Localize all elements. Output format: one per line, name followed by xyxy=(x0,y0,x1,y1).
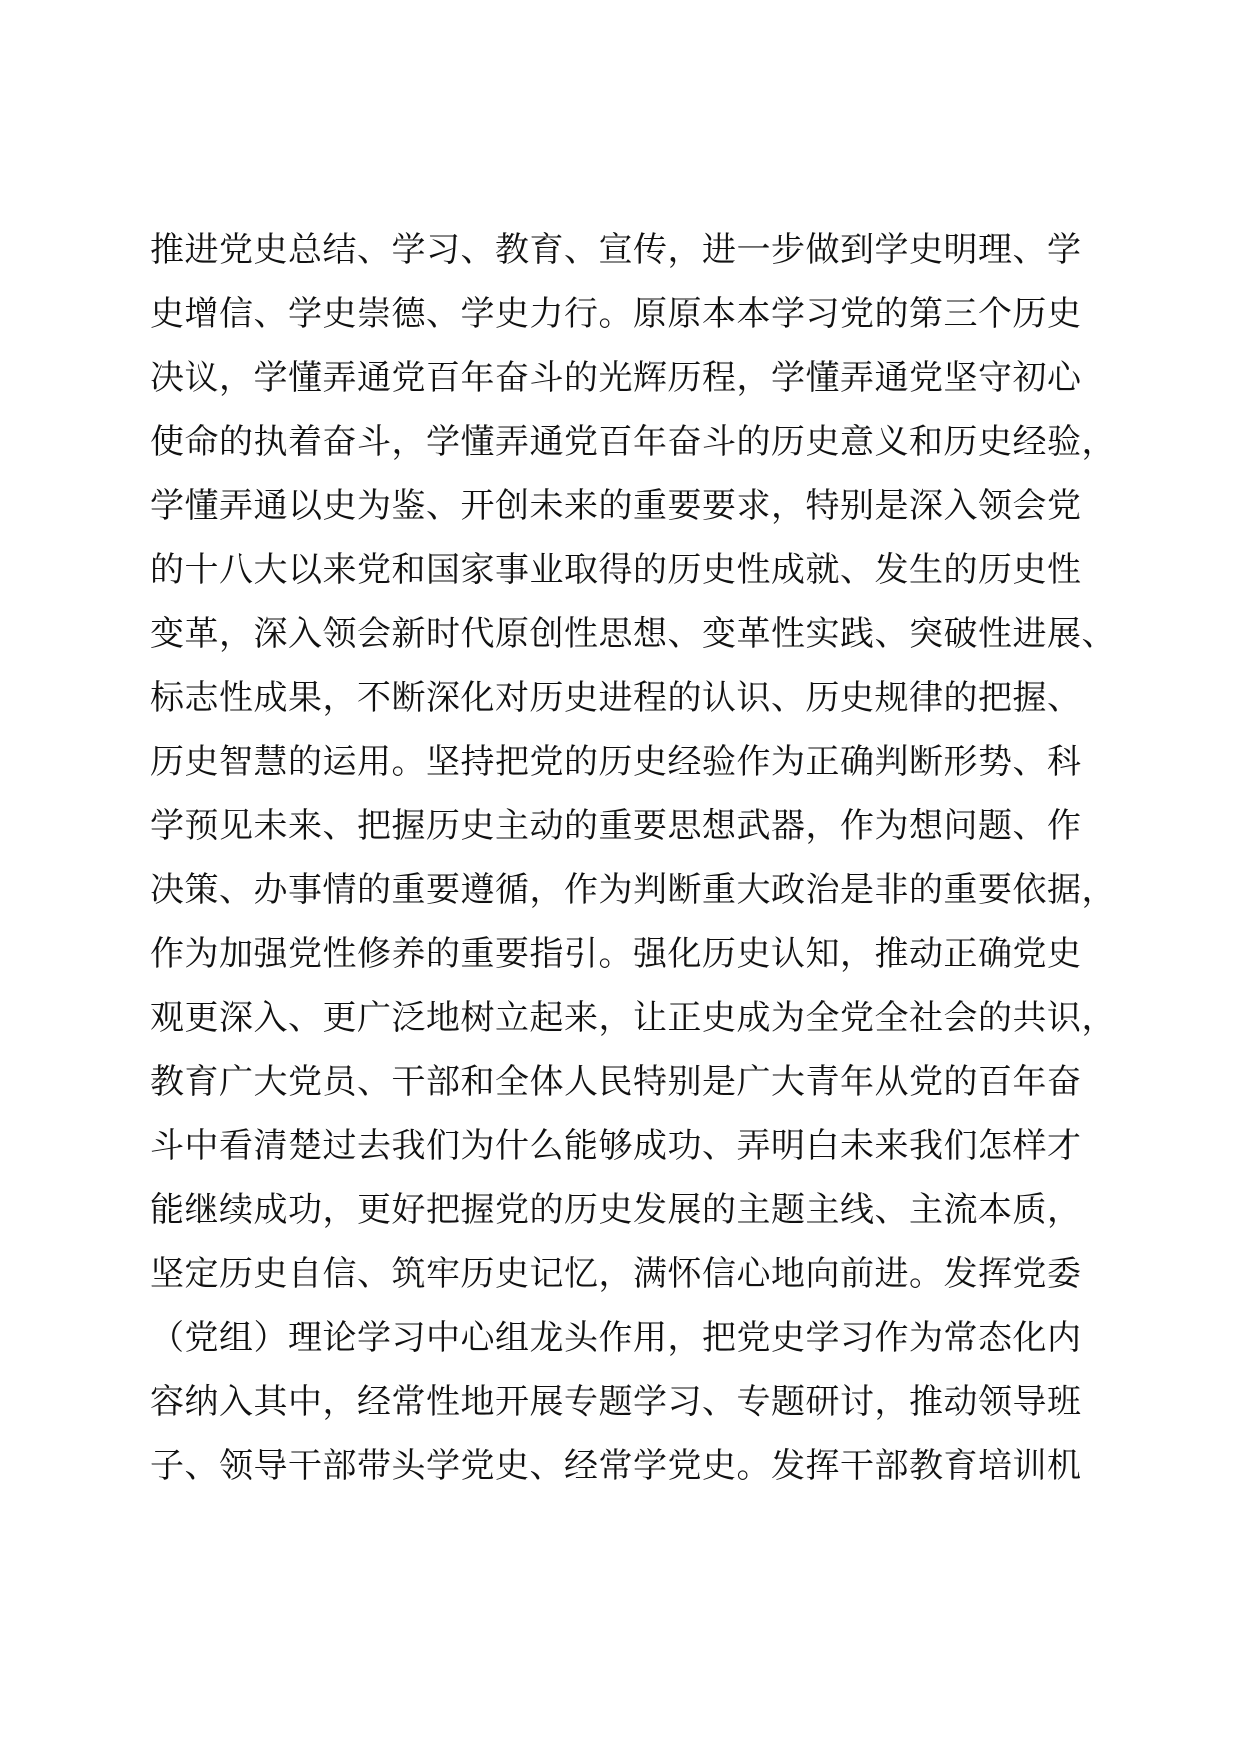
text-line: 教育广大党员、干部和全体人民特别是广大青年从党的百年奋 xyxy=(150,1062,1082,1102)
text-line: 史增信、学史崇德、学史力行。原原本本学习党的第三个历史 xyxy=(150,294,1082,334)
text-line: 坚定历史自信、筑牢历史记忆，满怀信心地向前进。发挥党委 xyxy=(150,1254,1082,1294)
body-paragraph xyxy=(150,218,1116,1498)
text-line: 学预见未来、把握历史主动的重要思想武器，作为想问题、作 xyxy=(150,806,1082,846)
text-line: （党组）理论学习中心组龙头作用，把党史学习作为常态化内 xyxy=(150,1318,1082,1358)
text-line: 标志性成果，不断深化对历史进程的认识、历史规律的把握、 xyxy=(150,678,1082,718)
text-line: 推进党史总结、学习、教育、宣传，进一步做到学史明理、学 xyxy=(150,230,1082,270)
text-line: 容纳入其中，经常性地开展专题学习、专题研讨，推动领导班 xyxy=(150,1382,1082,1422)
text-line: 作为加强党性修养的重要指引。强化历史认知，推动正确党史 xyxy=(150,934,1082,974)
text-line: 变革，深入领会新时代原创性思想、变革性实践、突破性进展、 xyxy=(150,614,1116,654)
text-line: 的十八大以来党和国家事业取得的历史性成就、发生的历史性 xyxy=(150,550,1082,590)
text-line: 历史智慧的运用。坚持把党的历史经验作为正确判断形势、科 xyxy=(150,742,1082,782)
text-line: 斗中看清楚过去我们为什么能够成功、弄明白未来我们怎样才 xyxy=(150,1126,1082,1166)
text-line: 子、领导干部带头学党史、经常学党史。发挥干部教育培训机 xyxy=(150,1446,1082,1486)
text-line: 决策、办事情的重要遵循，作为判断重大政治是非的重要依据， xyxy=(150,870,1116,910)
text-line: 使命的执着奋斗，学懂弄通党百年奋斗的历史意义和历史经验， xyxy=(150,422,1116,462)
text-line: 学懂弄通以史为鉴、开创未来的重要要求，特别是深入领会党 xyxy=(150,486,1082,526)
text-line: 能继续成功，更好把握党的历史发展的主题主线、主流本质， xyxy=(150,1190,1082,1230)
text-line: 观更深入、更广泛地树立起来，让正史成为全党全社会的共识， xyxy=(150,998,1116,1038)
text-line: 决议，学懂弄通党百年奋斗的光辉历程，学懂弄通党坚守初心 xyxy=(150,358,1082,398)
